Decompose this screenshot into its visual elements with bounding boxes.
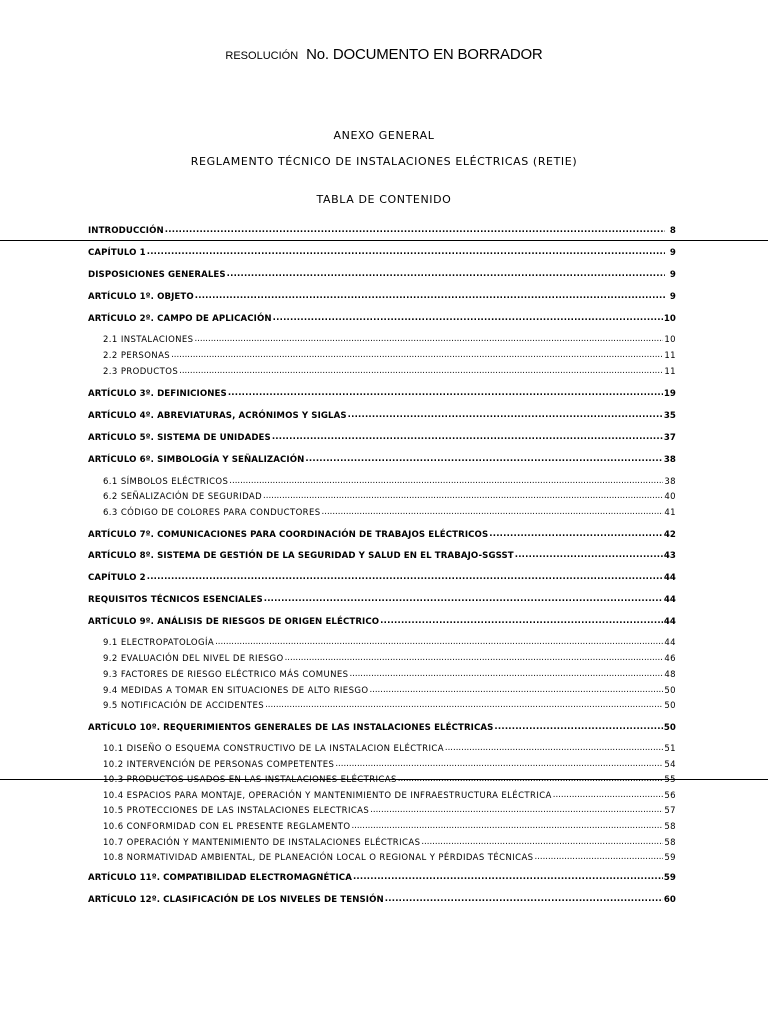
dot-leader [228,389,663,398]
toc-page-number: 10 [663,314,676,324]
toc-entry[interactable] [88,595,676,605]
dot-leader [421,838,663,847]
toc-entry[interactable] [88,530,676,540]
toc-entry[interactable] [88,270,676,280]
toc-page-number: 10 [664,335,676,345]
toc-page-number: 55 [664,775,676,785]
toc-entry-label: 10.3 PRODUCTOS USADOS EN LAS INSTALACIONES ELÉCTRICAS [103,775,397,785]
toc-entry[interactable] [88,411,676,421]
toc-entry-label: DISPOSICIONES GENERALES [88,270,226,280]
toc-subentry[interactable] [88,775,676,785]
horizontal-rule-top [0,240,768,241]
toc-page-number: 56 [664,791,676,801]
toc-entry-label: 2.3 PRODUCTOS [103,367,179,377]
toc-subentry[interactable] [88,351,676,361]
toc-entry-label: ARTÍCULO 7º. COMUNICACIONES PARA COORDINACIÓN DE TRABAJOS ELÉCTRICOS [88,530,489,540]
toc-entry-label: ARTÍCULO 8º. SISTEMA DE GESTIÓN DE LA SEGURIDAD Y SALUD EN EL TRABAJO-SGSST [88,551,514,561]
dot-leader [353,873,663,882]
toc-page-number: 38 [663,455,676,465]
toc-page-number: 44 [664,638,676,648]
toc-entry-label: 10.2 INTERVENCIÓN DE PERSONAS COMPETENTES [103,760,335,770]
toc-page-number: 50 [664,701,676,711]
toc-entry-label: 9.3 FACTORES DE RIESGO ELÉCTRICO MÁS COMUNES [103,670,349,680]
toc-entry-label: 9.5 NOTIFICACIÓN DE ACCIDENTES [103,701,265,711]
toc-page-number: 37 [663,433,676,443]
toc-entry[interactable] [88,433,676,443]
dot-leader [369,686,663,695]
toc-entry-label: 6.2 SEÑALIZACIÓN DE SEGURIDAD [103,492,263,502]
dot-leader [147,573,663,582]
toc-subentry[interactable] [88,492,676,502]
toc-entry-label: 10.8 NORMATIVIDAD AMBIENTAL, DE PLANEACIÓN LOCAL O REGIONAL Y PÉRDIDAS TÉCNICAS [103,853,534,863]
document-header [0,46,768,64]
toc-entry[interactable] [88,551,676,561]
toc-page-number: 51 [664,744,676,754]
toc-page-number: 19 [663,389,676,399]
toc-entry-label: ARTÍCULO 10º. REQUERIMIENTOS GENERALES DE LAS INSTALACIONES ELÉCTRICAS [88,723,494,733]
toc-subentry[interactable] [88,367,676,377]
dot-leader [263,492,663,501]
dot-leader [194,335,663,344]
dot-leader [349,670,663,679]
toc-entry[interactable] [88,723,676,733]
toc-page-number: 38 [664,477,676,487]
dot-leader [494,723,662,732]
toc-subentry[interactable] [88,806,676,816]
toc-page-number: 9 [669,292,676,302]
toc-page-number: 60 [663,895,676,905]
dot-leader [351,822,663,831]
dot-leader [534,853,663,862]
toc-page-number: 44 [663,573,676,583]
dot-leader [272,433,663,442]
toc-entry-label: ARTÍCULO 1º. OBJETO [88,292,194,302]
toc-subentry[interactable] [88,686,676,696]
dot-leader [171,351,663,360]
dot-leader [227,270,665,279]
toc-page-number: 8 [669,226,676,236]
toc-heading: TABLA DE CONTENIDO [316,193,452,206]
document-number: No. DOCUMENTO EN BORRADOR [306,46,543,63]
toc-page-number: 54 [664,760,676,770]
toc-entry-label: ARTÍCULO 11º. COMPATIBILIDAD ELECTROMAGNÉTICA [88,873,352,883]
toc-entry-label: 9.4 MEDIDAS A TOMAR EN SITUACIONES DE ALTO RIESGO [103,686,369,696]
dot-leader [335,760,663,769]
toc-page-number: 43 [663,551,676,561]
dot-leader [385,895,663,904]
toc-entry[interactable] [88,248,676,258]
toc-entry-label: 10.4 ESPACIOS PARA MONTAJE, OPERACIÓN Y MANTENIMIENTO DE INFRAESTRUCTURA ELÉCTRICA [103,791,552,801]
dot-leader [264,595,663,604]
toc-entry-label: ARTÍCULO 4º. ABREVIATURAS, ACRÓNIMOS Y SIGLAS [88,411,347,421]
toc-subentry[interactable] [88,335,676,345]
dot-leader [229,477,663,486]
dot-leader [165,226,665,235]
toc-page-number: 48 [664,670,676,680]
dot-leader [445,744,663,753]
toc-entry-label: INTRODUCCIÓN [88,226,164,236]
dot-leader [179,367,663,376]
toc-page-number: 59 [664,853,676,863]
toc-page-number: 35 [663,411,676,421]
toc-entry-label: 10.7 OPERACIÓN Y MANTENIMIENTO DE INSTALACIONES ELÉCTRICAS [103,838,421,848]
toc-subentry[interactable] [88,701,676,711]
dot-leader [265,701,663,710]
annex-title: ANEXO GENERAL [333,129,435,142]
toc-page-number: 44 [663,617,676,627]
dot-leader [273,314,663,323]
toc-entry[interactable] [88,873,676,883]
toc-entry-label: 6.3 CÓDIGO DE COLORES PARA CONDUCTORES [103,508,321,518]
toc-subentry[interactable] [88,670,676,680]
toc-subentry[interactable] [88,744,676,754]
dot-leader [147,248,665,257]
dot-leader [515,551,663,560]
toc-entry[interactable] [88,617,676,627]
toc-entry[interactable] [88,389,676,399]
toc-entry-label: ARTÍCULO 9º. ANÁLISIS DE RIESGOS DE ORIGEN ELÉCTRICO [88,617,380,627]
toc-subentry[interactable] [88,654,676,664]
toc-entry-label: 9.1 ELECTROPATOLOGÍA [103,638,215,648]
resolucion-label: RESOLUCIÓN [225,50,299,62]
toc-entry-label: 9.2 EVALUACIÓN DEL NIVEL DE RIESGO [103,654,284,664]
toc-subentry[interactable] [88,822,676,832]
dot-leader [305,455,662,464]
toc-entry-label: 2.2 PERSONAS [103,351,171,361]
toc-page-number: 9 [669,270,676,280]
toc-page-number: 44 [663,595,676,605]
toc-page-number: 50 [663,723,676,733]
toc-entry[interactable] [88,292,676,302]
toc-entry[interactable] [88,314,676,324]
toc-entry-label: ARTÍCULO 2º. CAMPO DE APLICACIÓN [88,314,272,324]
toc-entry-label: ARTÍCULO 6º. SIMBOLOGÍA Y SEÑALIZACIÓN [88,455,305,465]
dot-leader [398,775,664,784]
toc-page-number: 58 [664,838,676,848]
toc-entry[interactable] [88,895,676,905]
toc-subentry[interactable] [88,791,676,801]
dot-leader [215,638,663,647]
toc-entry-label: ARTÍCULO 12º. CLASIFICACIÓN DE LOS NIVELES DE TENSIÓN [88,895,384,905]
toc-entry-label: 6.1 SÍMBOLOS ELÉCTRICOS [103,477,229,487]
toc-subentry[interactable] [88,508,676,518]
dot-leader [553,791,664,800]
toc-entry-label: 2.1 INSTALACIONES [103,335,194,345]
toc-entry[interactable] [88,455,676,465]
toc-page-number: 41 [664,508,676,518]
toc-page-number: 59 [663,873,676,883]
toc-page-number: 11 [664,367,676,377]
toc-page-number: 58 [664,822,676,832]
dot-leader [348,411,663,420]
toc-entry-label: REQUISITOS TÉCNICOS ESENCIALES [88,595,263,605]
regulation-title: REGLAMENTO TÉCNICO DE INSTALACIONES ELÉCTRICAS (RETIE) [190,155,578,168]
toc-entry[interactable] [88,226,676,236]
toc-page-number: 42 [663,530,676,540]
toc-entry-label: ARTÍCULO 5º. SISTEMA DE UNIDADES [88,433,271,443]
toc-page-number: 40 [664,492,676,502]
toc-entry[interactable] [88,573,676,583]
toc-subentry[interactable] [88,638,676,648]
dot-leader [489,530,663,539]
toc-entry-label: 10.5 PROTECCIONES DE LAS INSTALACIONES ELECTRICAS [103,806,370,816]
toc-subentry[interactable] [88,760,676,770]
toc-entry-label: ARTÍCULO 3º. DEFINICIONES [88,389,227,399]
toc-page-number: 57 [664,806,676,816]
toc-entry-label: CAPÍTULO 1 [88,248,146,258]
toc-subentry[interactable] [88,477,676,487]
toc-page-number: 46 [664,654,676,664]
toc-page-number: 9 [669,248,676,258]
dot-leader [322,508,664,517]
toc-subentry[interactable] [88,853,676,863]
toc-entry-label: 10.6 CONFORMIDAD CON EL PRESENTE REGLAMENTO [103,822,351,832]
dot-leader [380,617,663,626]
toc-subentry[interactable] [88,838,676,848]
toc-page-number: 11 [664,351,676,361]
dot-leader [370,806,663,815]
toc-entry-label: 10.1 DISEÑO O ESQUEMA CONSTRUCTIVO DE LA INSTALACION ELÉCTRICA [103,744,444,754]
dot-leader [195,292,665,301]
toc-entry-label: CAPÍTULO 2 [88,573,146,583]
dot-leader [285,654,664,663]
toc-page-number: 50 [664,686,676,696]
